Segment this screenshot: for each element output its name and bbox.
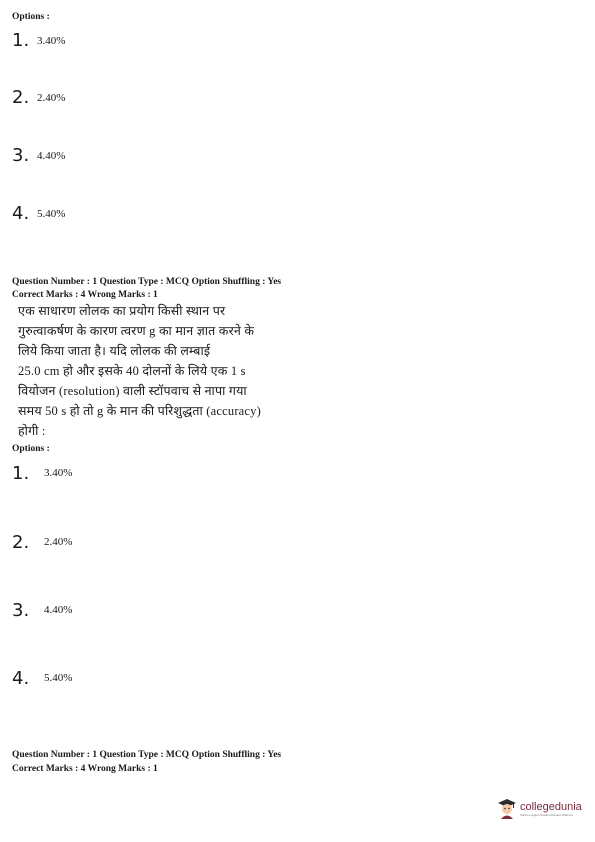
option-value: 3.40% [37,35,66,47]
option-value: 4.40% [44,604,73,616]
question-line: गुरुत्वाकर्षण के कारण त्वरण g का मान ज्ञात करने के [18,324,255,338]
option-number: 4. [12,668,30,689]
question-meta-line2: Correct Marks : 4 Wrong Marks : 1 [12,290,158,300]
question-line: होगी : [18,424,46,438]
collegedunia-logo [497,798,582,820]
option-number: 1. [12,463,30,484]
option-number: 3. [12,600,30,621]
question-line: वियोजन (resolution) वाली स्टॉपवाच से नापा गया [18,384,247,398]
option-number: 2. [12,87,30,108]
logo-name: collegedunia [520,801,582,813]
option-number: 3. [12,145,30,166]
option-value: 4.40% [37,150,66,162]
question-line: समय 50 s हो तो g के मान की परिशुद्धता (accuracy) [18,404,261,418]
question-text [18,301,261,441]
question-line: लिये किया जाता है। यदि लोलक की लम्बाई [18,344,211,358]
option-number: 4. [12,203,30,224]
graduate-avatar-icon [497,798,517,820]
option-number: 2. [12,532,30,553]
question-line: एक साधारण लोलक का प्रयोग किसी स्थान पर [18,304,226,318]
option-value: 5.40% [37,208,66,220]
option-value: 3.40% [44,467,73,479]
next-question-meta-line1: Question Number : 1 Question Type : MCQ Option Shuffling : Yes [12,750,282,760]
next-question-meta-line2: Correct Marks : 4 Wrong Marks : 1 [12,764,158,774]
question-line: 25.0 cm हो और इसके 40 दोलनों के लिये एक 1 s [18,364,246,378]
options-heading: Options : [12,12,50,22]
option-number: 1. [12,30,30,51]
logo-tagline: India's Largest Student Review Platform [520,813,574,817]
option-value: 2.40% [37,92,66,104]
option-value: 5.40% [44,672,73,684]
question-meta-line1: Question Number : 1 Question Type : MCQ Option Shuffling : Yes [12,277,282,287]
options-heading: Options : [12,444,50,454]
option-value: 2.40% [44,536,73,548]
